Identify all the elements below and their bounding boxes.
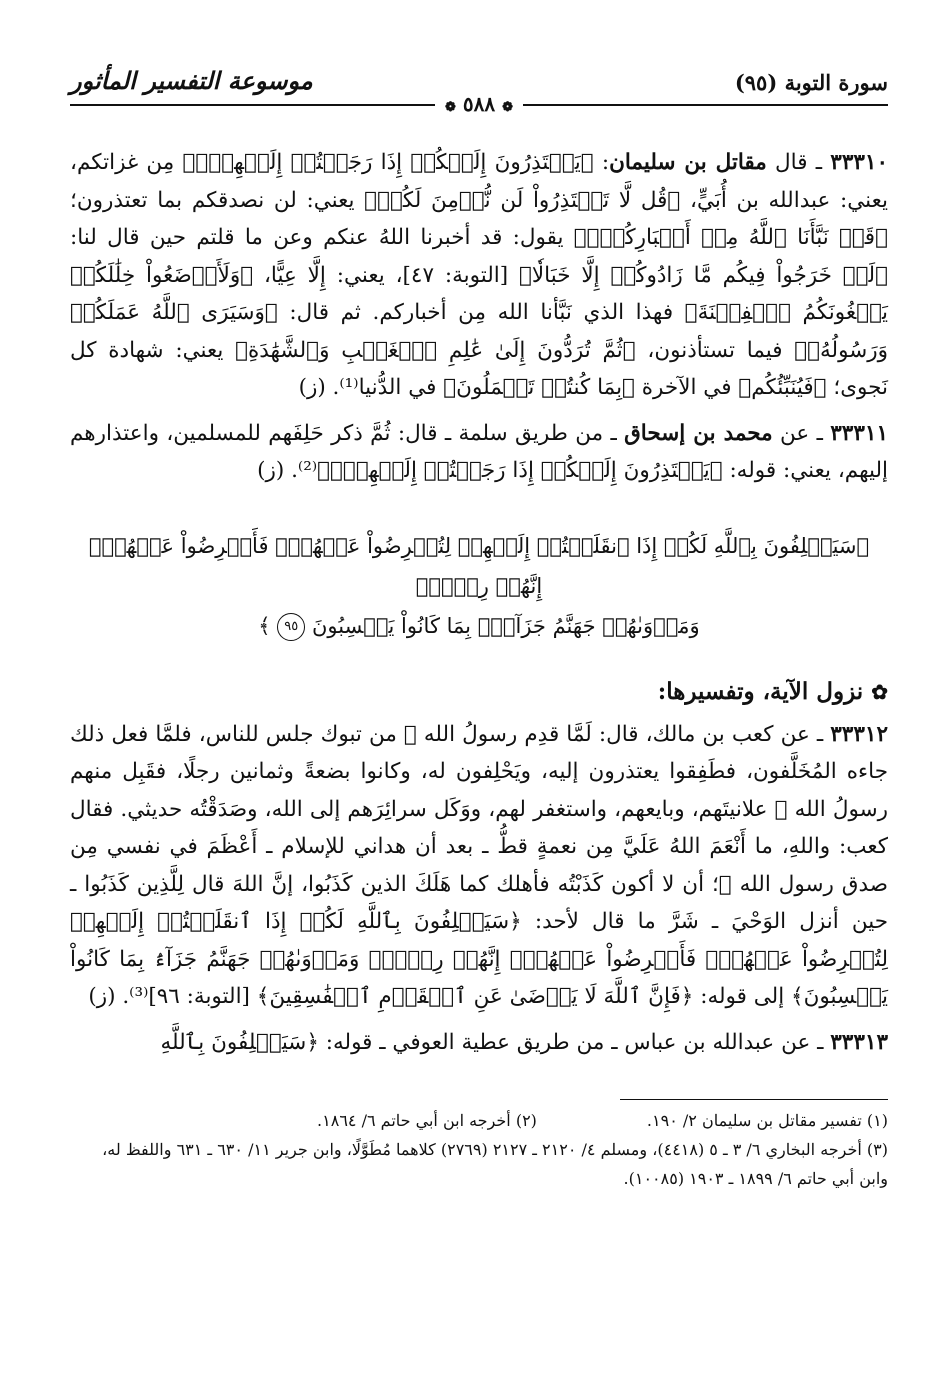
paragraph-text: ـ قال — [766, 150, 831, 175]
surah-title: سورة التوبة (٩٥) — [734, 70, 888, 95]
paragraph-text: : ﴿يَعۡتَذِرُونَ إِلَيۡكُمۡ إِذَا رَجَعۡتُمۡ إِلَيۡهِمۡۚ﴾ مِن غزاتكم، يعني: عبدالله بن أُبَيٍّ، ﴿قُل لَّا تَعۡتَذِرُواْ لَن نُّؤۡمِنَ لَكُمۡ﴾ يعني: لن نصدقكم بما تعتذرون؛ ﴿قَدۡ نَبَّأَنَا ٱللَّهُ مِنۡ أَخۡبَارِكُمۡۚ﴾ يقول: قد أخبرنا اللهُ عنكم وعن ما قلتم حين قال لنا: ﴿لَوۡ خَرَجُواْ فِيكُم مَّا زَادُوكُمۡ إِلَّا خَبَالٗا﴾ [التوبة: ٤٧]، يعني: إِلَّا عِيًّا، ﴿وَلَأَوۡضَعُواْ خِلَٰلَكُمۡ يَبۡغُونَكُمُ ٱلۡفِتۡنَةَ﴾ فهذا الذي نَبَّأنا الله مِن أخباركم. ثم قال: ﴿وَسَيَرَى ٱللَّهُ عَمَلَكُمۡ وَرَسُولُهُۥ﴾ فيما تستأذنون، ﴿ثُمَّ تُرَدُّونَ إِلَىٰ عَٰلِمِ ٱلۡغَيۡبِ وَٱلشَّهَٰدَةِ﴾ يعني: شهادة كل نَجوى؛ ﴿فَيُنَبِّئُكُم﴾ في الآخرة ﴿بِمَا كُنتُمۡ تَعۡمَلُونَ﴾ في الدُّنيا — [70, 150, 889, 400]
hadith-number: ٣٣٣١٣ — [830, 1029, 888, 1055]
page-number: ٥٨٨ — [462, 92, 496, 116]
paragraph-text: ⁽¹⁾ — [339, 375, 359, 400]
ayah-number: ٩٥ — [277, 613, 305, 641]
paragraph-text: ـ عن عبدالله بن عباس ـ من طريق عطية العوفي ـ قوله: ﴿سَيَحۡلِفُونَ بِٱللَّهِ — [160, 1029, 831, 1055]
page-content — [70, 144, 888, 1193]
book-title: موسوعة التفسير المأثور — [70, 66, 313, 95]
section-heading — [70, 674, 888, 710]
hadith-number: ٣٣٣١١ — [830, 420, 888, 446]
page-header — [70, 60, 888, 116]
paragraph-text: ⁽²⁾ — [297, 458, 318, 483]
hadith-paragraph — [70, 144, 888, 407]
footnote-row-1 — [70, 1106, 888, 1135]
hadith-paragraph — [70, 415, 888, 490]
ayah-line-2 — [70, 606, 888, 646]
footnote-2: (٢) أخرجه ابن أبي حاتم ٦/ ١٨٦٤. — [317, 1111, 537, 1130]
hadith-number: ٣٣٣١٢ — [830, 721, 888, 747]
book-page — [70, 60, 888, 1193]
narrator-name: مقاتل بن سليمان — [609, 150, 767, 175]
paragraph-text: ـ عن — [772, 420, 831, 446]
page-number-block — [435, 92, 523, 116]
paragraph-text: ـ عن كعب بن مالك، قال: لَمَّا قدِم رسولُ الله ﷺ من تبوك جلس للناس، فلمَّا فعل ذلك جاءه المُخَلَّفون، فطَفِقوا يعتذرون إليه، ويَحْلِفون له، وكانوا بضعةً وثمانين رجلًا، فقَبِل منهم رسولُ الله ﷺ علانيتَهم، وبايعهم، واستغفر لهم، ووَكَل سرائِرَهم إلى الله، وصَدَقْتُه حديثي. فقال كعب: واللهِ، ما أَنْعَمَ اللهُ عَلَيَّ مِن نعمةٍ قطُّ ـ بعد أن هداني للإسلام ـ أَعْظَمَ في نفسي مِن صدق رسول الله ﷺ؛ أن لا أكون كَذَبْتُه فأهلك كما هَلَكَ الذين كَذَبُوا، إنَّ اللهَ قال لِلَّذِين كَذَبُوا ـ حين أنزل الوَحْيَ ـ شَرَّ ما قال لأحد: ﴿سَيَحۡلِفُونَ بِٱللَّهِ لَكُمۡ إِذَا ٱنقَلَبۡتُمۡ إِلَيۡهِمۡ لِتُعۡرِضُواْ عَنۡهُمۡۖ فَأَعۡرِضُواْ عَنۡهُمۡۖ إِنَّهُمۡ رِجۡسٞۖ وَمَأۡوَىٰهُمۡ جَهَنَّمُ جَزَآءَۢ بِمَا كَانُواْ يَكۡسِبُونَ﴾ إلى قوله: ﴿فَإِنَّ ٱللَّهَ لَا يَرۡضَىٰ عَنِ ٱلۡقَوۡمِ ٱلۡفَٰسِقِينَ﴾ [التوبة: ٩٦] — [70, 721, 888, 1009]
paragraphs-top — [70, 144, 888, 490]
narrator-name: محمد بن إسحاق — [624, 420, 773, 446]
footnote-3: (٣) أخرجه البخاري ٦/ ٣ ـ ٥ (٤٤١٨)، ومسلم ٤/ ٢١٢٠ ـ ٢١٢٧ (٢٧٦٩) كلاهما مُطَوَّلًا، وابن جرير ١١/ ٦٣٠ ـ ٦٣١ واللفظ له، وابن أبي حاتم ٦/ ١٨٩٩ ـ ١٩٠٣ (١٠٠٨٥). — [102, 1140, 888, 1188]
hadith-paragraph — [70, 716, 888, 1016]
paragraphs-bottom — [70, 716, 888, 1062]
section-title: نزول الآية، وتفسيرها: — [657, 677, 864, 705]
ayah-close-bracket: ﴾ — [258, 613, 271, 638]
ayah-line-2-text: وَمَأۡوَىٰهُمۡ جَهَنَّمُ جَزَآءَۢ بِمَا كَانُواْ يَكۡسِبُونَ — [311, 613, 700, 638]
paragraph-text: ـ من طريق سلمة ـ قال: ثُمَّ ذكر حَلِفَهم للمسلمين، واعتذارهم إليهم، يعني: قوله: ﴿يَعۡتَذِرُونَ إِلَيۡكُمۡ إِذَا رَجَعۡتُمۡ إِلَيۡهِمۡۚ﴾ — [70, 420, 888, 483]
ornament-left-icon: ❁ — [445, 100, 456, 115]
paragraph-text: . (ز) — [88, 984, 130, 1009]
paragraph-text: . (ز) — [298, 375, 340, 400]
paragraph-text: . (ز) — [257, 458, 298, 483]
footnote-1: (١) تفسير مقاتل بن سليمان ٢/ ١٩٠. — [646, 1111, 888, 1130]
ayah-line-1: ﴿سَيَحۡلِفُونَ بِٱللَّهِ لَكُمۡ إِذَا ٱنقَلَبۡتُمۡ إِلَيۡهِمۡ لِتُعۡرِضُواْ عَنۡهُمۡۖ فَأَعۡرِضُواْ عَنۡهُمۡۖ إِنَّهُمۡ رِجۡسٞۖ — [88, 533, 870, 598]
footnote-rule — [620, 1099, 888, 1100]
ornament-right-icon: ❁ — [502, 100, 513, 115]
flower-icon: ✿ — [871, 679, 888, 704]
hadith-paragraph — [70, 1024, 888, 1062]
ayah-block — [70, 526, 888, 646]
hadith-number: ٣٣٣١٠ — [830, 150, 889, 175]
footnotes — [70, 1106, 888, 1193]
paragraph-text: ⁽³⁾ — [129, 984, 149, 1009]
